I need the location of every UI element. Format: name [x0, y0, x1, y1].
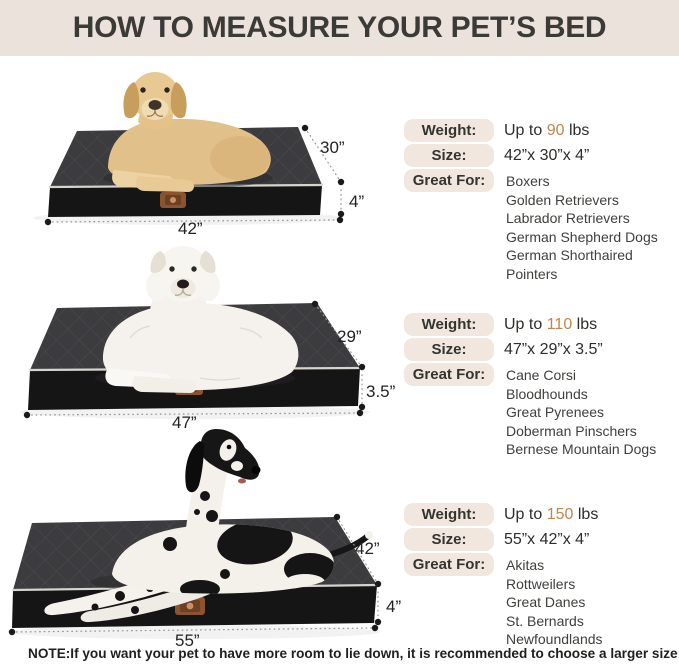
- page-title: HOW TO MEASURE YOUR PET’S BED: [72, 11, 607, 44]
- weight-row: [404, 503, 674, 526]
- great-for-label: Great For:: [404, 169, 494, 192]
- dim-width-label: 47”: [172, 413, 197, 432]
- great-for-row: [404, 553, 674, 649]
- breed-item: Rottweilers: [506, 575, 576, 592]
- size-label: Size:: [404, 338, 494, 361]
- size-value: 47”x 29”x 3.5”: [504, 340, 603, 358]
- bed-brand-label: [160, 192, 186, 208]
- breed-item: Doberman Pinschers: [506, 422, 637, 439]
- size-row: [404, 338, 674, 361]
- scene-medium-bed: [18, 58, 390, 236]
- breed-item: German Shepherd Dogs: [506, 228, 658, 245]
- breed-item: Labrador Retrievers: [506, 210, 630, 227]
- weight-row: [404, 119, 674, 142]
- spec-panel-xlarge: [404, 503, 674, 651]
- breed-list: [504, 169, 674, 284]
- spec-panel-large: [404, 313, 674, 461]
- breed-list: [504, 363, 674, 459]
- spec-panel-medium: [404, 119, 674, 286]
- great-for-row: [404, 363, 674, 459]
- size-label: Size:: [404, 144, 494, 167]
- dim-depth-label: 42”: [355, 539, 380, 558]
- great-for-row: [404, 169, 674, 284]
- weight-label: Weight:: [404, 313, 494, 336]
- breed-item: Bernese Mountain Dogs: [506, 441, 657, 458]
- breed-item: St. Bernards: [506, 612, 584, 629]
- bottom-note: NOTE:If you want your pet to have more room to lie down, it is recommended to choose a larger size: [28, 646, 678, 661]
- size-value: 42”x 30”x 4”: [504, 146, 590, 164]
- dim-depth-label: 29”: [337, 327, 362, 346]
- dim-width-label: 55”: [175, 631, 200, 650]
- breed-item: Boxers: [506, 173, 550, 189]
- great-for-label: Great For:: [404, 363, 494, 386]
- breed-item: Golden Retrievers: [506, 191, 619, 208]
- dim-width-label: 42”: [178, 219, 203, 236]
- breed-item: German Shorthaired Pointers: [506, 247, 633, 282]
- dog-white-illustration: [95, 246, 298, 393]
- dim-height-label: 4”: [386, 597, 402, 616]
- breed-item: Bloodhounds: [506, 385, 588, 402]
- weight-label: Weight:: [404, 503, 494, 526]
- weight-value: Up to 150 lbs: [504, 505, 599, 523]
- weight-label: Weight:: [404, 119, 494, 142]
- dim-depth-label: 30”: [320, 138, 345, 157]
- breed-list: [504, 553, 674, 649]
- size-label: Size:: [404, 528, 494, 551]
- weight-value: Up to 110 lbs: [504, 315, 598, 333]
- breed-item: Great Danes: [506, 594, 586, 611]
- breed-item: Great Pyrenees: [506, 404, 605, 421]
- weight-row: [404, 313, 674, 336]
- breed-item: Newfoundlands: [506, 631, 603, 648]
- size-value: 55”x 42”x 4”: [504, 530, 590, 548]
- size-row: [404, 528, 674, 551]
- dim-height-label: 4”: [349, 192, 365, 211]
- great-for-label: Great For:: [404, 553, 494, 576]
- dim-height-label: 3.5”: [366, 382, 396, 401]
- weight-value: Up to 90 lbs: [504, 121, 590, 139]
- breed-item: Cane Corsi: [506, 367, 577, 383]
- title-band: [0, 0, 679, 56]
- breed-item: Akitas: [506, 557, 545, 573]
- scene-large-bed: [0, 238, 400, 432]
- size-row: [404, 144, 674, 167]
- scene-xlarge-bed: [0, 424, 420, 652]
